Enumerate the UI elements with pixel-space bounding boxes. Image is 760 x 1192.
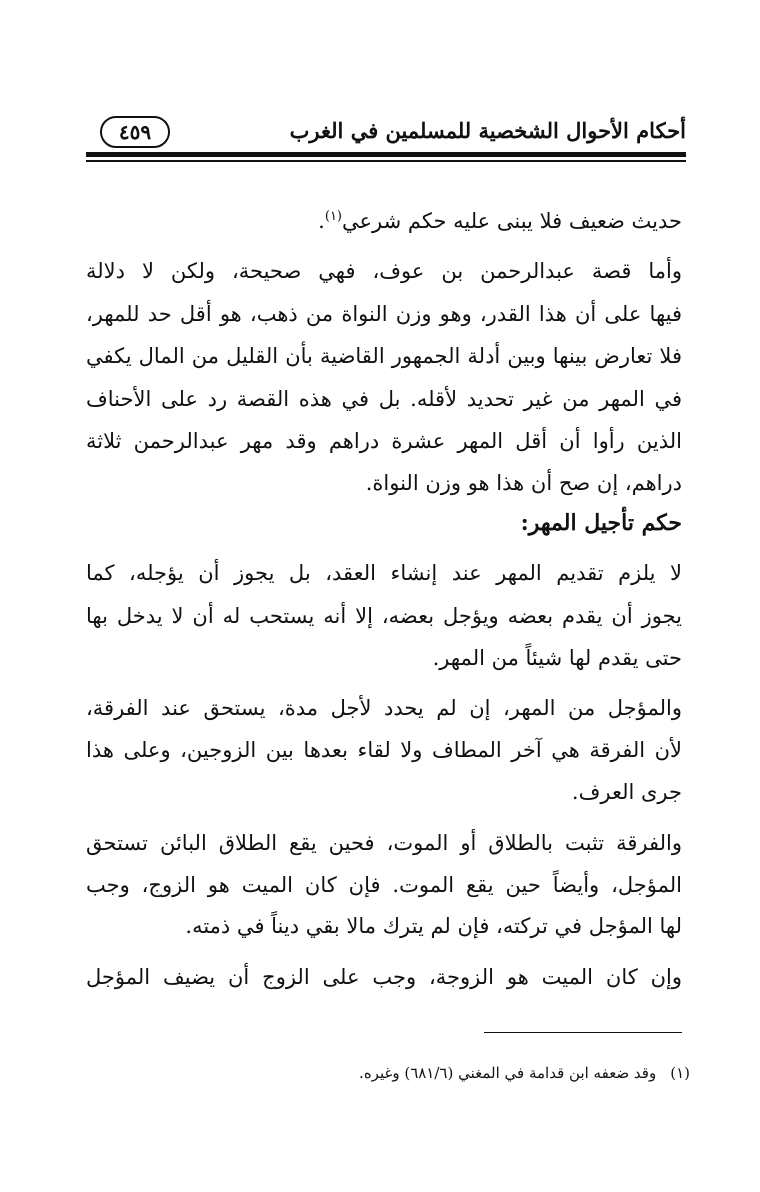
body-line-12: والمؤجل من المهر، إن لم يحدد لأجل مدة، يستحق عند الفرقة، (86, 696, 682, 720)
body-line-16: المؤجل، وأيضاً حين يقع الموت. فإن كان الميت هو الزوج، وجب (86, 873, 682, 897)
footnote-ref: (١) (324, 209, 342, 224)
page-number-badge: ٤٥٩ (100, 116, 170, 148)
line-end: . (318, 209, 325, 233)
header-rule-thin (86, 160, 686, 162)
footnote-number: (١) (670, 1064, 690, 1082)
body-line-5: في المهر من غير تحديد لأقله. بل في هذه القصة رد على الأحناف (86, 387, 682, 411)
footnote-rule (484, 1032, 682, 1033)
body-line-18: وإن كان الميت هو الزوجة، وجب على الزوج أن يضيف المؤجل (86, 965, 682, 989)
body-line-13: لأن الفرقة هي آخر المطاف ولا لقاء بعدها بين الزوجين، وعلى هذا (86, 738, 682, 762)
body-line-14: جرى العرف. (571, 780, 682, 804)
body-line-6: الذين رأوا أن أقل المهر عشرة دراهم وقد مهر عبدالرحمن ثلاثة (86, 429, 682, 453)
body-line-10: يجوز أن يقدم بعضه ويؤجل بعضه، إلا أنه يستحب له أن لا يدخل بها (86, 604, 682, 628)
running-title: أحكام الأحوال الشخصية للمسلمين في الغرب (289, 118, 686, 143)
footnote-text: وقد ضعفه ابن قدامة في المغني (٦٨١/٦) وغيره. (359, 1064, 657, 1082)
body-line-9: لا يلزم تقديم المهر عند إنشاء العقد، بل يجوز أن يؤجله، كما (86, 561, 682, 585)
body-line-3: فيها على أن هذا القدر، وهو وزن النواة من ذهب، هو أقل حد للمهر، (86, 302, 682, 326)
body-line-11: حتى يقدم لها شيئاً من المهر. (432, 646, 682, 670)
body-line-4: فلا تعارض بينها وبين أدلة الجمهور القاضية بأن القليل من المال يكفي (86, 344, 682, 368)
section-heading: حكم تأجيل المهر: (520, 510, 682, 536)
footnote (86, 1064, 690, 1082)
body-line-2: وأما قصة عبدالرحمن بن عوف، فهي صحيحة، ولكن لا دلالة (86, 259, 682, 283)
line-text: حديث ضعيف فلا يبنى عليه حكم شرعي (342, 209, 682, 233)
header-rule-thick (86, 152, 686, 157)
body-line-17: لها المؤجل في تركته، فإن لم يترك مالا بقي ديناً في ذمته. (185, 914, 682, 938)
page-header (90, 112, 686, 152)
body-line-1 (86, 202, 682, 236)
body-line-15: والفرقة تثبت بالطلاق أو الموت، فحين يقع الطلاق البائن تستحق (86, 831, 682, 855)
body-line-7: دراهم، إن صح أن هذا هو وزن النواة. (365, 471, 682, 495)
